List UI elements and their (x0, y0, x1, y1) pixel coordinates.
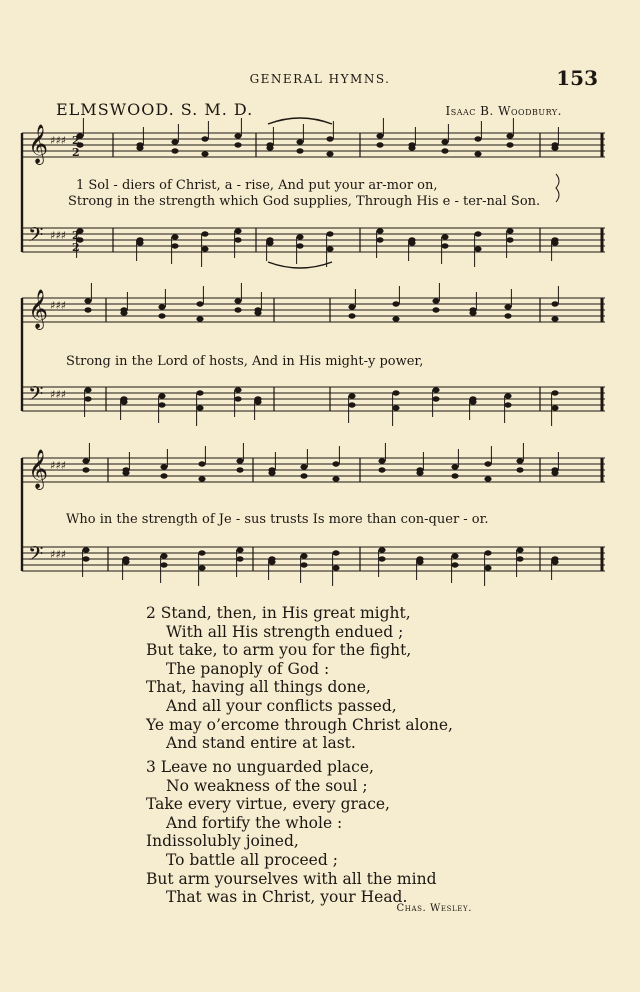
note-head (506, 237, 513, 242)
stanza (146, 758, 437, 907)
note-head (516, 467, 523, 472)
note-head (484, 476, 491, 481)
note-head (408, 240, 415, 245)
note-head (296, 139, 303, 144)
note-head (504, 393, 511, 398)
key-signature: ♯♯♯ (50, 134, 66, 147)
key-signature: ♯♯♯ (50, 299, 66, 312)
stanza-line: Take every virtue, every grace, (146, 795, 390, 814)
note-head (451, 553, 458, 558)
note-head (432, 396, 439, 401)
note-head (254, 310, 261, 315)
note-head (474, 246, 481, 251)
note-head (484, 461, 491, 466)
note-head (432, 307, 439, 312)
stanza-line: 2 Stand, then, in His great might, (146, 604, 411, 622)
verse-brace (556, 174, 559, 202)
note-head (474, 136, 481, 141)
note-head (432, 298, 439, 303)
note-head (300, 464, 307, 469)
note-head (84, 396, 91, 401)
note-head (506, 133, 513, 138)
note-head (300, 553, 307, 558)
note-head (432, 387, 439, 392)
stanza-line: With all His strength endued ; (166, 622, 404, 641)
key-signature: ♯♯♯ (50, 229, 66, 242)
note-head (196, 316, 203, 321)
note-head (378, 467, 385, 472)
note-head (441, 148, 448, 153)
note-head (171, 234, 178, 239)
bass-clef: 𝄢 (28, 542, 44, 570)
note-head (516, 458, 523, 463)
lyric-line: Strong in the strength which God supplies, Through His e - ter-nal Son. (68, 194, 541, 209)
fermata-arc (268, 262, 332, 268)
stanza-line: Ye may o’ercome through Christ alone, (146, 715, 453, 734)
note-head (171, 148, 178, 153)
note-head (484, 550, 491, 555)
note-head (268, 470, 275, 475)
note-head (300, 473, 307, 478)
stanza-line: That, having all things done, (146, 678, 371, 697)
note-head (326, 231, 333, 236)
lyric-line: Who in the strength of Je - sus trusts Is more than con-quer - or. (66, 512, 489, 527)
note-head (551, 301, 558, 306)
note-head (441, 243, 448, 248)
note-head (234, 133, 241, 138)
note-head (234, 237, 241, 242)
note-head (378, 458, 385, 463)
note-head (348, 313, 355, 318)
note-head (392, 301, 399, 306)
note-head (392, 405, 399, 410)
stanza-line: And all your conflicts passed, (166, 696, 397, 715)
note-head (451, 464, 458, 469)
note-head (234, 307, 241, 312)
note-head (122, 470, 129, 475)
note-head (160, 562, 167, 567)
note-head (416, 470, 423, 475)
note-head (376, 142, 383, 147)
note-head (120, 399, 127, 404)
note-head (296, 148, 303, 153)
time-signature: 2 (72, 229, 80, 242)
note-head (348, 393, 355, 398)
note-head (158, 393, 165, 398)
fermata-arc (268, 118, 332, 124)
running-head: GENERAL HYMNS. (249, 72, 391, 86)
note-head (236, 458, 243, 463)
note-head (378, 547, 385, 552)
note-head (236, 556, 243, 561)
note-head (326, 136, 333, 141)
note-head (469, 399, 476, 404)
note-head (348, 402, 355, 407)
note-head (198, 565, 205, 570)
note-head (234, 396, 241, 401)
note-head (506, 142, 513, 147)
note-head (201, 136, 208, 141)
note-head (506, 228, 513, 233)
note-head (474, 231, 481, 236)
note-head (551, 240, 558, 245)
note-head (236, 547, 243, 552)
stanza-line: 3 Leave no unguarded place, (146, 758, 374, 776)
note-head (441, 139, 448, 144)
stanza-line: And fortify the whole : (166, 813, 343, 832)
note-head (196, 301, 203, 306)
note-head (332, 461, 339, 466)
bass-clef: 𝄢 (28, 382, 44, 410)
note-head (160, 553, 167, 558)
note-head (268, 559, 275, 564)
note-head (332, 565, 339, 570)
note-head (196, 390, 203, 395)
stanza-line: That was in Christ, your Head. (166, 888, 408, 907)
stanza (146, 604, 453, 753)
key-signature: ♯♯♯ (50, 548, 66, 561)
note-head (84, 387, 91, 392)
note-head (474, 151, 481, 156)
composer-credit: Isaac B. Woodbury. (445, 104, 562, 118)
note-head (171, 243, 178, 248)
note-head (196, 405, 203, 410)
note-head (198, 476, 205, 481)
stanza-line: And stand entire at last. (166, 734, 356, 753)
note-head (201, 231, 208, 236)
note-head (160, 473, 167, 478)
note-head (266, 240, 273, 245)
note-head (158, 304, 165, 309)
note-head (551, 559, 558, 564)
note-head (160, 464, 167, 469)
note-head (441, 234, 448, 239)
note-head (82, 467, 89, 472)
note-head (201, 246, 208, 251)
note-head (254, 399, 261, 404)
note-head (198, 550, 205, 555)
note-head (234, 142, 241, 147)
time-signature: 2 (72, 134, 80, 147)
note-head (378, 556, 385, 561)
key-signature: ♯♯♯ (50, 459, 66, 472)
note-head (484, 565, 491, 570)
note-head (516, 556, 523, 561)
note-head (408, 145, 415, 150)
stanza-line: But take, to arm you for the fight, (146, 641, 412, 660)
note-head (348, 304, 355, 309)
note-head (376, 228, 383, 233)
note-head (332, 476, 339, 481)
stanza-line: To battle all proceed ; (166, 850, 338, 869)
note-head (332, 550, 339, 555)
note-head (392, 316, 399, 321)
stanza-line: But arm yourselves with all the mind (146, 869, 437, 888)
note-head (551, 316, 558, 321)
note-head (234, 298, 241, 303)
note-head (136, 145, 143, 150)
note-head (234, 387, 241, 392)
note-head (296, 234, 303, 239)
note-head (376, 133, 383, 138)
note-head (551, 405, 558, 410)
note-head (469, 310, 476, 315)
note-head (171, 139, 178, 144)
note-head (120, 310, 127, 315)
note-head (326, 246, 333, 251)
treble-clef: 𝄞 (28, 289, 49, 329)
stanza-line: The panoply of God : (166, 659, 330, 678)
treble-clef: 𝄞 (28, 124, 49, 164)
note-head (551, 470, 558, 475)
note-head (158, 313, 165, 318)
time-signature: 2 (72, 241, 80, 254)
bass-clef: 𝄢 (28, 223, 44, 251)
note-head (201, 151, 208, 156)
note-head (82, 458, 89, 463)
stanza-line: Indissolubly joined, (146, 832, 299, 851)
treble-clef: 𝄞 (28, 449, 49, 489)
note-head (516, 547, 523, 552)
note-head (82, 556, 89, 561)
note-head (236, 467, 243, 472)
note-head (504, 402, 511, 407)
page-number: 153 (556, 66, 598, 90)
note-head (136, 240, 143, 245)
note-head (122, 559, 129, 564)
note-head (451, 473, 458, 478)
stanza-line: No weakness of the soul ; (166, 776, 368, 795)
lyric-line: 1 Sol - diers of Christ, a - rise, And put your ar-mor on, (76, 178, 438, 193)
note-head (198, 461, 205, 466)
note-head (551, 145, 558, 150)
note-head (84, 307, 91, 312)
note-head (551, 390, 558, 395)
note-head (84, 298, 91, 303)
note-head (266, 145, 273, 150)
note-head (504, 313, 511, 318)
key-signature: ♯♯♯ (50, 388, 66, 401)
note-head (451, 562, 458, 567)
note-head (82, 547, 89, 552)
note-head (326, 151, 333, 156)
lyric-line: Strong in the Lord of hosts, And in His might-y power, (66, 354, 424, 369)
note-head (376, 237, 383, 242)
note-head (392, 390, 399, 395)
author-credit: Chas. Wesley. (396, 903, 472, 914)
note-head (416, 559, 423, 564)
time-signature: 2 (72, 146, 80, 159)
note-head (158, 402, 165, 407)
note-head (296, 243, 303, 248)
note-head (504, 304, 511, 309)
tune-title: ELMSWOOD. S. M. D. (56, 100, 254, 119)
note-head (234, 228, 241, 233)
note-head (300, 562, 307, 567)
